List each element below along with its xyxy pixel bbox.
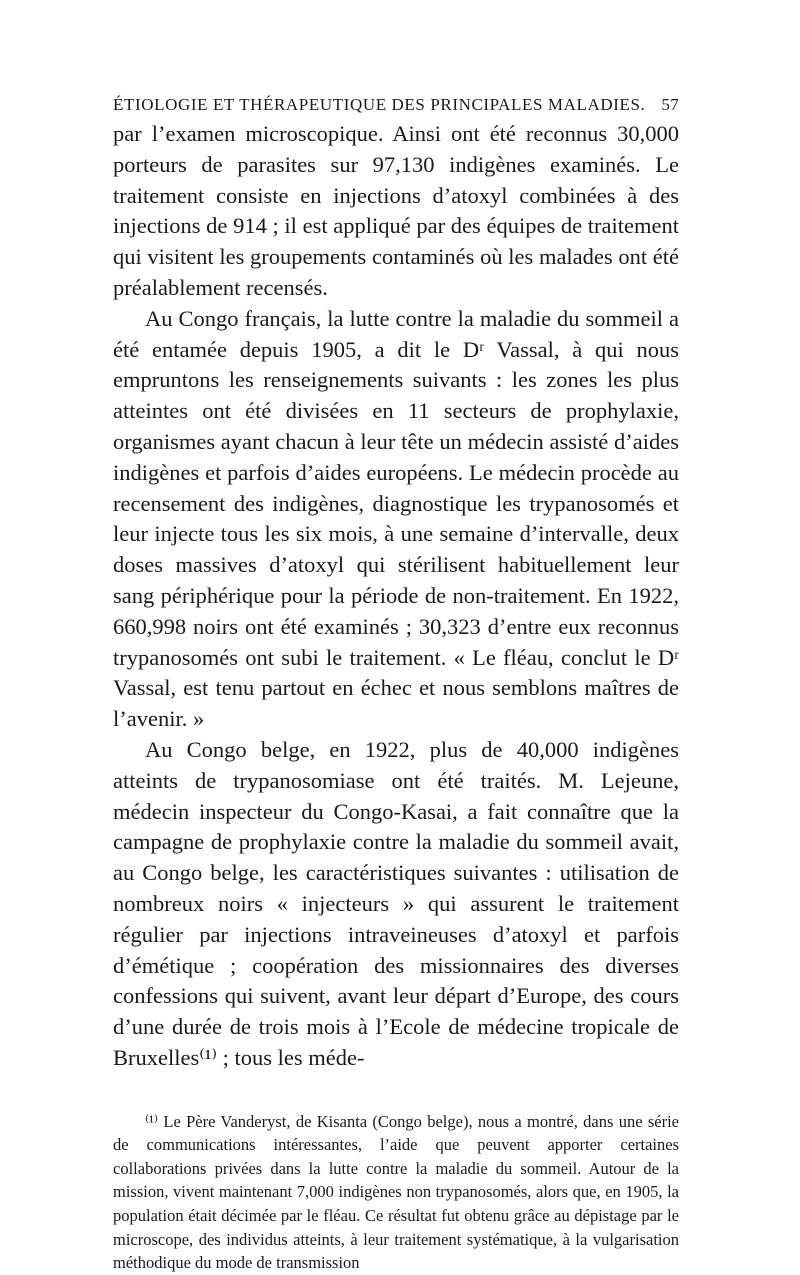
document-page [113, 95, 679, 1275]
running-header [113, 95, 679, 117]
footnotes [113, 1110, 679, 1275]
paragraph-1: par l’examen microscopique. Ainsi ont été reconnus 30,000 porteurs de parasites sur 97,130 indigènes examinés. Le traitement consiste en injections d’atoxyl combinées à des injections de 914 ; il est appliqué par des équipes de traitement qui visitent les groupements contaminés où les malades ont été préalablement recensés. [113, 121, 679, 300]
paragraph-2: Au Congo français, la lutte contre la maladie du sommeil a été entamée depuis 1905, a dit le Dʳ Vassal, à qui nous empruntons les renseignements suivants : les zones les plus atteintes ont été divisées en 11 secteurs de prophylaxie, organismes ayant chacun à leur tête un médecin assisté d’aides indigènes et parfois d’aides européens. Le médecin procède au recensement des indigènes, diagnostique les trypanosomés et leur injecte tous les six mois, à une semaine d’intervalle, deux doses massives d’atoxyl qui stérilisent habituellement leur sang périphérique pour la période de non-traitement. En 1922, 660,998 noirs ont été examinés ; 30,323 d’entre eux reconnus trypanosomés ont subi le traitement. « Le fléau, conclut le Dʳ Vassal, est tenu partout en échec et nous semblons maîtres de l’avenir. » [113, 305, 679, 732]
page-number: 57 [661, 95, 679, 114]
footnote-1: ⁽¹⁾ Le Père Vanderyst, de Kisanta (Congo belge), nous a montré, dans une série de communications intéressantes, l’aide que peuvent apporter certaines collaborations privées dans la lutte contre la maladie du sommeil. Autour de la mission, vivent maintenant 7,000 indigènes non trypanosomés, alors que, en 1905, la population était décimée par le fléau. Ce résultat fut obtenu grâce au dépistage par le microscope, des individus atteints, à leur traitement systématique, à la vulgarisation méthodique du mode de transmission [113, 1111, 679, 1273]
paragraph-3: Au Congo belge, en 1922, plus de 40,000 indigènes atteints de trypanosomiase ont été traités. M. Lejeune, médecin inspecteur du Congo-Kasai, a fait connaître que la campagne de prophylaxie contre la maladie du sommeil avait, au Congo belge, les caractéristiques suivantes : utilisation de nombreux noirs « injecteurs » qui assurent le traitement régulier par injections intraveineuses d’atoxyl et parfois d’émétique ; coopération des missionnaires des diverses confessions qui suivent, avant leur départ d’Europe, des cours d’une durée de trois mois à l’Ecole de médecine tropicale de Bruxelles⁽¹⁾ ; tous les méde- [113, 736, 679, 1070]
running-title: ÉTIOLOGIE ET THÉRAPEUTIQUE DES PRINCIPALES MALADIES. [113, 95, 646, 114]
body-text [113, 119, 679, 1074]
